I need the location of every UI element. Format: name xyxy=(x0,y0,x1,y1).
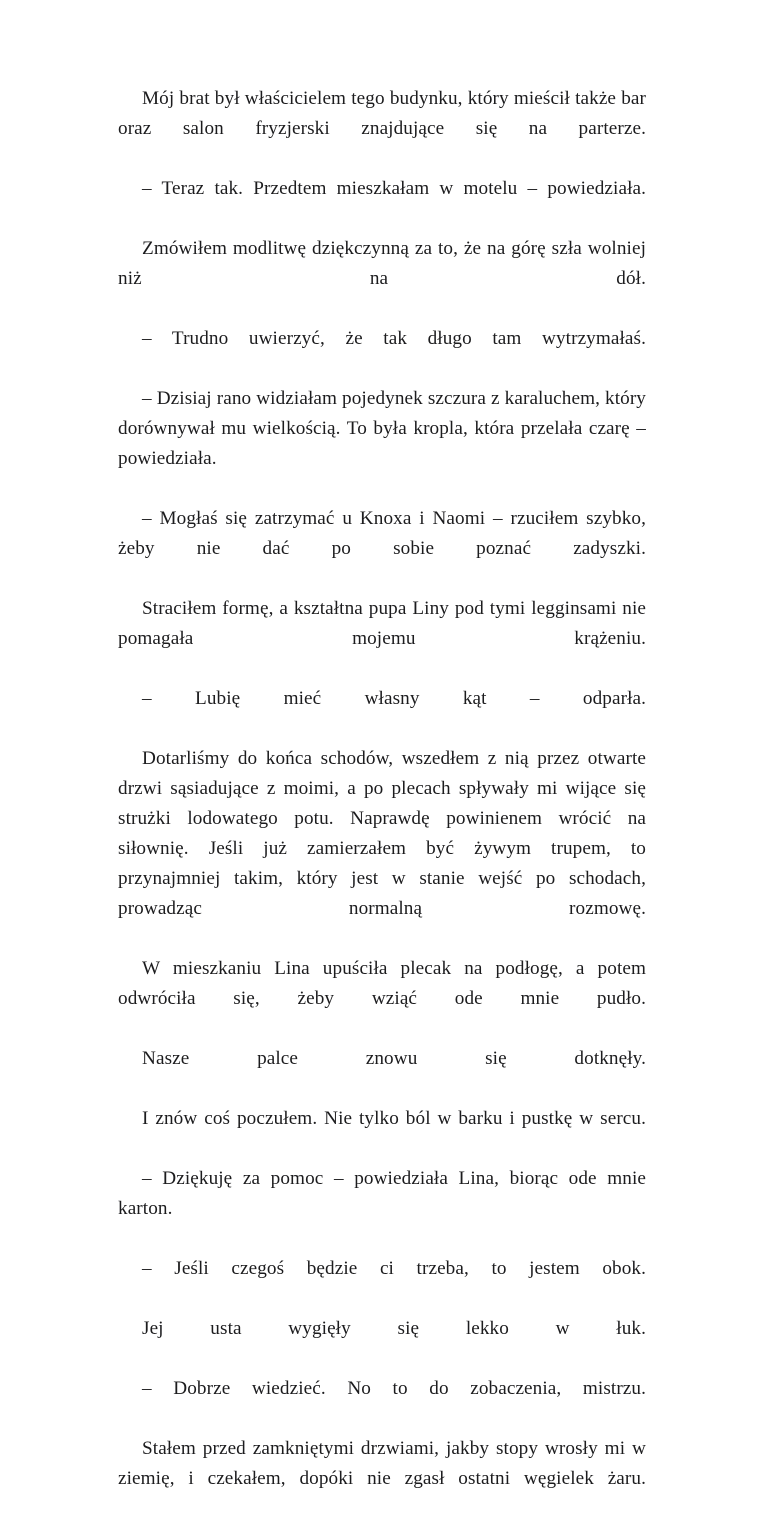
paragraph: W mieszkaniu Lina upuściła plecak na podłogę, a potem odwróciła się, żeby wziąć ode mnie pudło. xyxy=(118,958,646,1009)
paragraph: – Teraz tak. Przedtem mieszkałam w motelu – powiedziała. xyxy=(142,178,646,199)
paragraph: – Dziękuję za pomoc – powiedziała Lina, biorąc ode mnie karton. xyxy=(118,1168,646,1219)
paragraph: Jej usta wygięły się lekko w łuk. xyxy=(142,1318,646,1339)
paragraph: – Mogłaś się zatrzymać u Knoxa i Naomi – rzuciłem szybko, żeby nie dać po sobie poznać zadyszki. xyxy=(118,508,646,559)
page-text-block xyxy=(118,84,646,1524)
paragraph: Stałem przed zamkniętymi drzwiami, jakby stopy wrosły mi w ziemię, i czekałem, dopóki nie zgasł ostatni węgielek żaru. xyxy=(118,1438,646,1489)
paragraph: Nasze palce znowu się dotknęły. xyxy=(142,1048,646,1069)
paragraph: Straciłem formę, a kształtna pupa Liny pod tymi legginsami nie pomagała mojemu krążeniu. xyxy=(118,598,646,649)
paragraph: I znów coś poczułem. Nie tylko ból w barku i pustkę w sercu. xyxy=(142,1108,646,1129)
paragraph: – Dobrze wiedzieć. No to do zobaczenia, mistrzu. xyxy=(142,1378,646,1399)
paragraph: – Jeśli czegoś będzie ci trzeba, to jestem obok. xyxy=(142,1258,646,1279)
paragraph: Dotarliśmy do końca schodów, wszedłem z nią przez otwarte drzwi sąsiadujące z moimi, a po plecach spływały mi wijące się strużki lodowatego potu. Naprawdę powinienem wrócić na siłownię. Jeśli już zamierzałem być żywym trupem, to przynajmniej takim, który jest w stanie wejść po schodach, prowadząc normalną rozmowę. xyxy=(118,748,646,919)
paragraph: Mój brat był właścicielem tego budynku, który mieścił także bar oraz salon fryzjerski znajdujące się na parterze. xyxy=(118,88,646,139)
paragraph: Zmówiłem modlitwę dziękczynną za to, że na górę szła wolniej niż na dół. xyxy=(118,238,646,289)
paragraph: – Trudno uwierzyć, że tak długo tam wytrzymałaś. xyxy=(142,328,646,349)
paragraph: – Dzisiaj rano widziałam pojedynek szczura z karaluchem, który dorównywał mu wielkością. To była kropla, która przelała czarę – powiedziała. xyxy=(118,388,646,469)
paragraph: – Lubię mieć własny kąt – odparła. xyxy=(142,688,646,709)
